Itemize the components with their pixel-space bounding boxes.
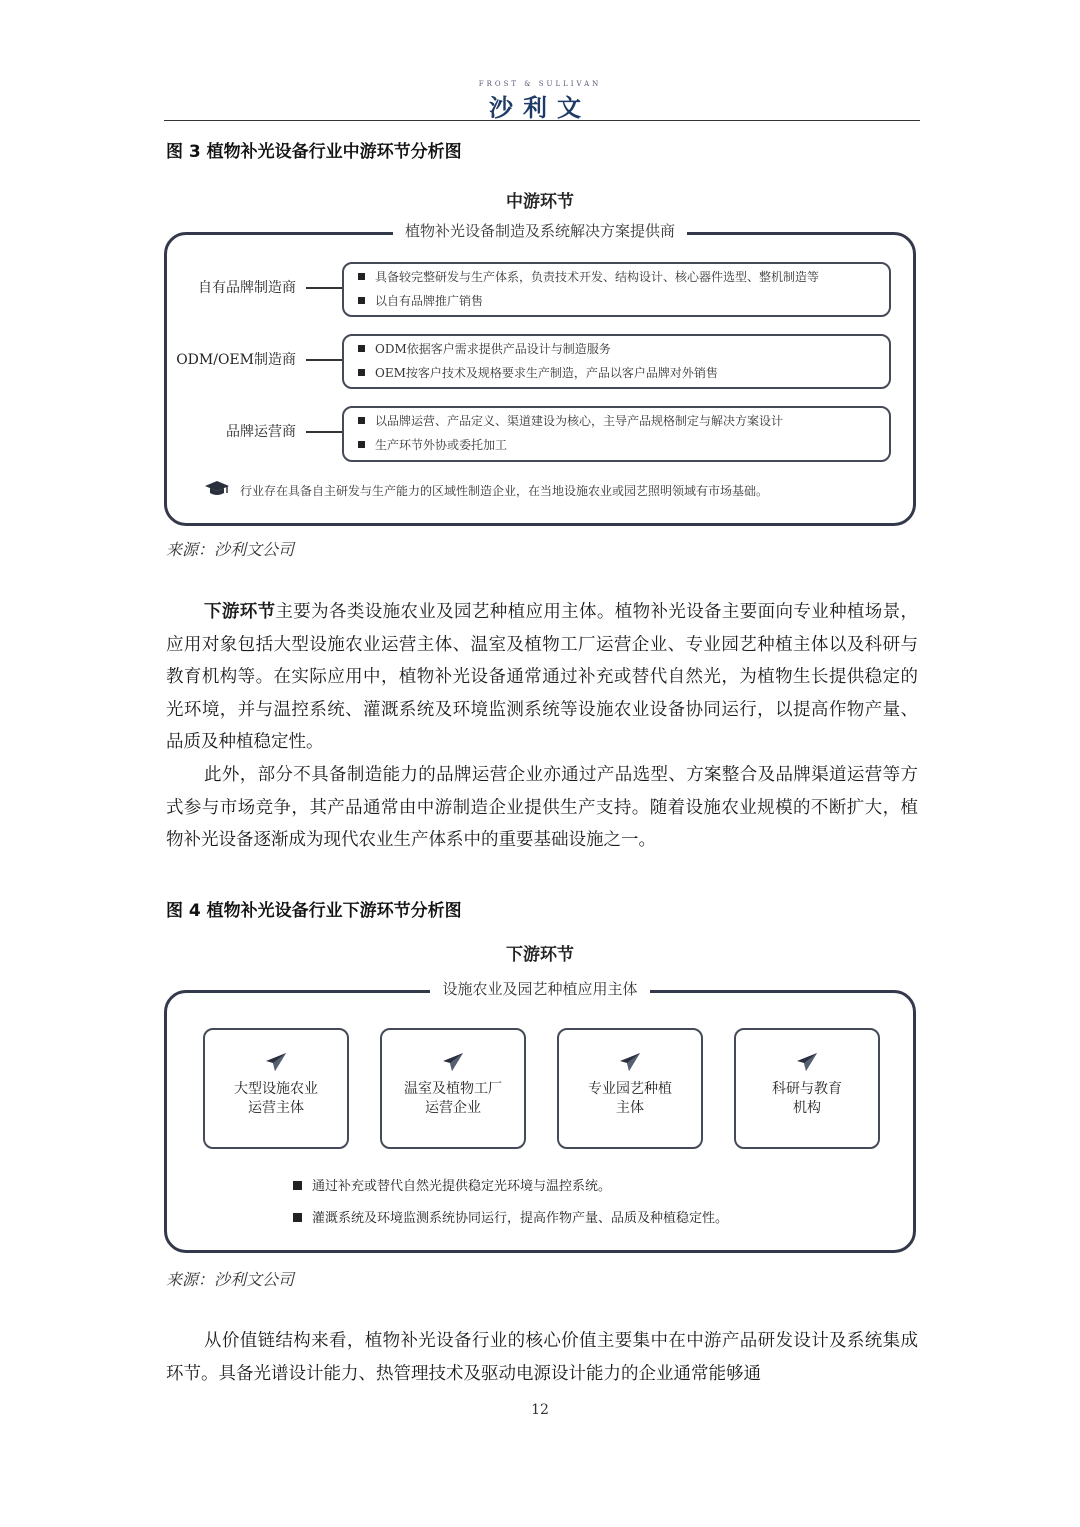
figure-4-note-2: 灌溉系统及环境监测系统协同运行，提高作物产量、品质及种植稳定性。 [293, 1207, 728, 1226]
figure-4-panel-title: 下游环节 [506, 945, 574, 965]
figure-3-source: 来源：沙利文公司 [166, 540, 295, 559]
bullet-square-icon [293, 1181, 302, 1190]
row-label-odm-oem: ODM/OEM制造商 [176, 352, 296, 368]
row-label-own-brand: 自有品牌制造商 [198, 280, 296, 296]
figure-4-note-1: 通过补充或替代自然光提供稳定光环境与温控系统。 [293, 1175, 611, 1194]
list-item: 具备较完整研发与生产体系，负责技术开发、结构设计、核心器件选型、整机制造等 [358, 270, 875, 285]
figure-3-frame-label: 植物补光设备制造及系统解决方案提供商 [393, 222, 687, 240]
card-professional-horticulture: 专业园艺种植 主体 [557, 1028, 703, 1149]
card-greenhouse-plant-factory: 温室及植物工厂 运营企业 [380, 1028, 526, 1149]
page-number: 12 [531, 1402, 549, 1418]
figure-4-title: 图 4 植物补光设备行业下游环节分析图 [166, 901, 462, 921]
bullet-square-icon [293, 1213, 302, 1222]
paragraph-value-chain: 从价值链结构来看，植物补光设备行业的核心价值主要集中在中游产品研发设计及系统集成环节。具备光谱设计能力、热管理技术及驱动电源设计能力的企业通常能够通 [166, 1331, 918, 1384]
row-label-brand-operator: 品牌运营商 [226, 424, 296, 440]
list-item: 以品牌运营、产品定义、渠道建设为核心，主导产品规格制定与解决方案设计 [358, 414, 875, 429]
bullet-square-icon [358, 441, 365, 448]
list-item: 生产环节外协或委托加工 [358, 438, 875, 453]
figure-4-source: 来源：沙利文公司 [166, 1270, 295, 1289]
paragraph-brand-operators: 此外，部分不具备制造能力的品牌运营企业亦通过产品选型、方案整合及品牌渠道运营等方式参与市场竞争，其产品通常由中游制造企业提供生产支持。随着设施农业规模的不断扩大，植物补光设备逐渐成为现代农业生产体系中的重要基础设施之一。 [166, 765, 918, 850]
row-box-own-brand [342, 262, 891, 317]
paragraph-downstream: 下游环节主要为各类设施农业及园艺种植应用主体。植物补光设备主要面向专业种植场景，应用对象包括大型设施农业运营主体、温室及植物工厂运营企业、专业园艺种植主体以及科研与教育机构等。在实际应用中，植物补光设备通常通过补充或替代自然光，为植物生长提供稳定的光环境，并与温控系统、灌溉系统及环境监测系统等设施农业设备协同运行，以提高作物产量、品质及种植稳定性。 [166, 602, 918, 752]
paper-plane-icon [205, 1052, 347, 1072]
figure-3-note: 行业存在具备自主研发与生产能力的区域性制造企业，在当地设施农业或园艺照明领域有市场基础。 [240, 484, 769, 498]
card-large-facility-agriculture: 大型设施农业 运营主体 [203, 1028, 349, 1149]
bullet-square-icon [358, 273, 365, 280]
connector-line [306, 359, 342, 361]
list-item: 以自有品牌推广销售 [358, 294, 875, 309]
figure-4-frame-label: 设施农业及园艺种植应用主体 [430, 980, 649, 998]
paper-plane-icon [736, 1052, 878, 1072]
list-item: OEM按客户技术及规格要求生产制造，产品以客户品牌对外销售 [358, 366, 875, 381]
bullet-square-icon [358, 297, 365, 304]
row-box-odm-oem [342, 334, 891, 389]
paper-plane-icon [382, 1052, 524, 1072]
brand-english-name: FROST & SULLIVAN [478, 80, 602, 88]
list-item: ODM依据客户需求提供产品设计与制造服务 [358, 342, 875, 357]
paragraph-keyword: 下游环节 [204, 602, 276, 622]
card-research-education: 科研与教育 机构 [734, 1028, 880, 1149]
figure-3-title: 图 3 植物补光设备行业中游环节分析图 [166, 142, 462, 162]
bullet-square-icon [358, 369, 365, 376]
paper-plane-icon [559, 1052, 701, 1072]
figure-3-panel-title: 中游环节 [506, 192, 574, 212]
graduation-cap-icon [204, 480, 230, 502]
connector-line [306, 287, 342, 289]
connector-line [306, 431, 342, 433]
brand-logo: 沙利文 [489, 94, 591, 122]
bullet-square-icon [358, 417, 365, 424]
row-box-brand-operator [342, 406, 891, 462]
header-rule [164, 120, 920, 121]
bullet-square-icon [358, 345, 365, 352]
